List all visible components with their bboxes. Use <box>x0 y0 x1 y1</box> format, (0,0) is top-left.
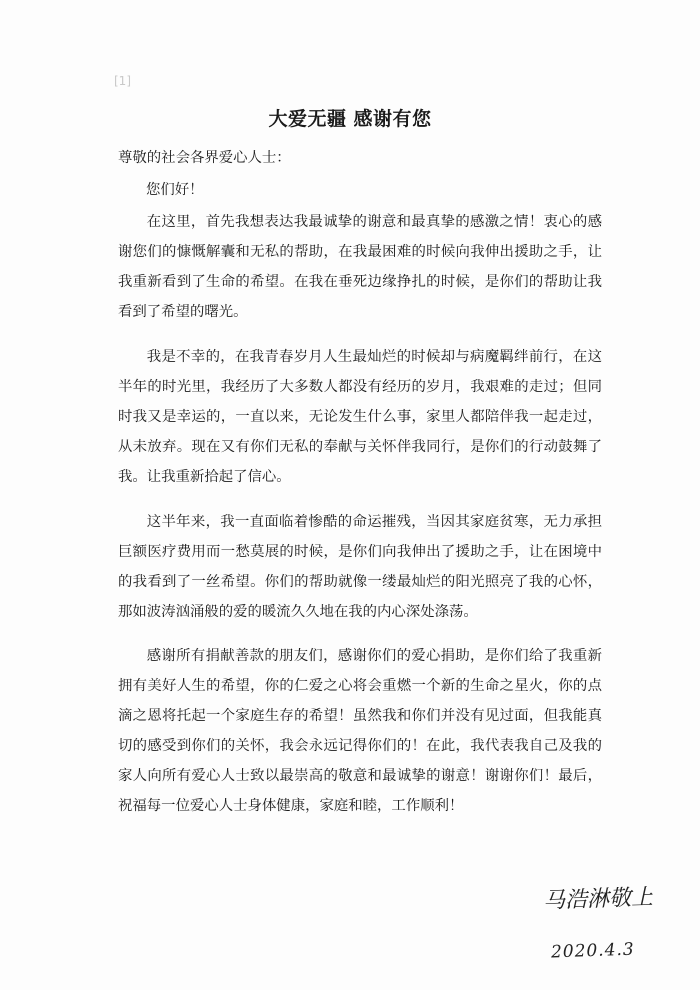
letter-paragraph: 在这里，首先我想表达我最诚挚的谢意和最真挚的感激之情！衷心的感谢您们的慷慨解囊和无私的帮助，在我最困难的时候向我伸出援助之手，让我重新看到了生命的希望。在我在垂死边缘挣扎的时候，是你们的帮助让我看到了希望的曙光。 <box>118 214 602 320</box>
handwritten-date: 2020.4.3 <box>550 939 636 963</box>
letter-paragraph: 我是不幸的，在我青春岁月人生最灿烂的时候却与病魔羁绊前行，在这半年的时光里，我经历了大多数人都没有经历的岁月，我艰难的走过；但同时我又是幸运的，一直以来，无论发生什么事，家里人都陪伴我一起走过，从未放弃。现在又有你们无私的奉献与关怀伴我同行，是你们的行动鼓舞了我。让我重新拾起了信心。 <box>118 349 602 485</box>
letter-greeting: 您们好！ <box>146 182 204 198</box>
letter-paragraph: 感谢所有捐献善款的朋友们，感谢你们的爱心捐助，是你们给了我重新拥有美好人生的希望，你的仁爱之心将会重燃一个新的生命之星火，你的点滴之恩将托起一个家庭生存的希望！虽然我和你们并没有见过面，但我能真切的感受到你们的关怀，我会永远记得你们的！在此，我代表我自己及我的家人向所有爱心人士致以最崇高的敬意和最诚挚的谢意！谢谢你们！最后，祝福每一位爱心人士身体健康，家庭和睦，工作顺利！ <box>118 648 602 814</box>
letter-paragraph: 这半年来，我一直面临着惨酷的命运摧残，当因其家庭贫寒，无力承担巨额医疗费用而一愁莫展的时候，是你们向我伸出了援助之手，让在困境中的我看到了一丝希望。你们的帮助就像一缕最灿烂的阳光照亮了我的心怀，那如波涛汹涌般的爱的暖流久久地在我的内心深处涤荡。 <box>118 514 602 620</box>
letter-title: 大爱无疆 感谢有您 <box>268 108 432 130</box>
page-corner-mark: [1] <box>114 74 131 88</box>
letter-salutation: 尊敬的社会各界爱心人士： <box>118 150 291 166</box>
handwritten-signature: 马浩淋敬上 <box>542 885 654 914</box>
